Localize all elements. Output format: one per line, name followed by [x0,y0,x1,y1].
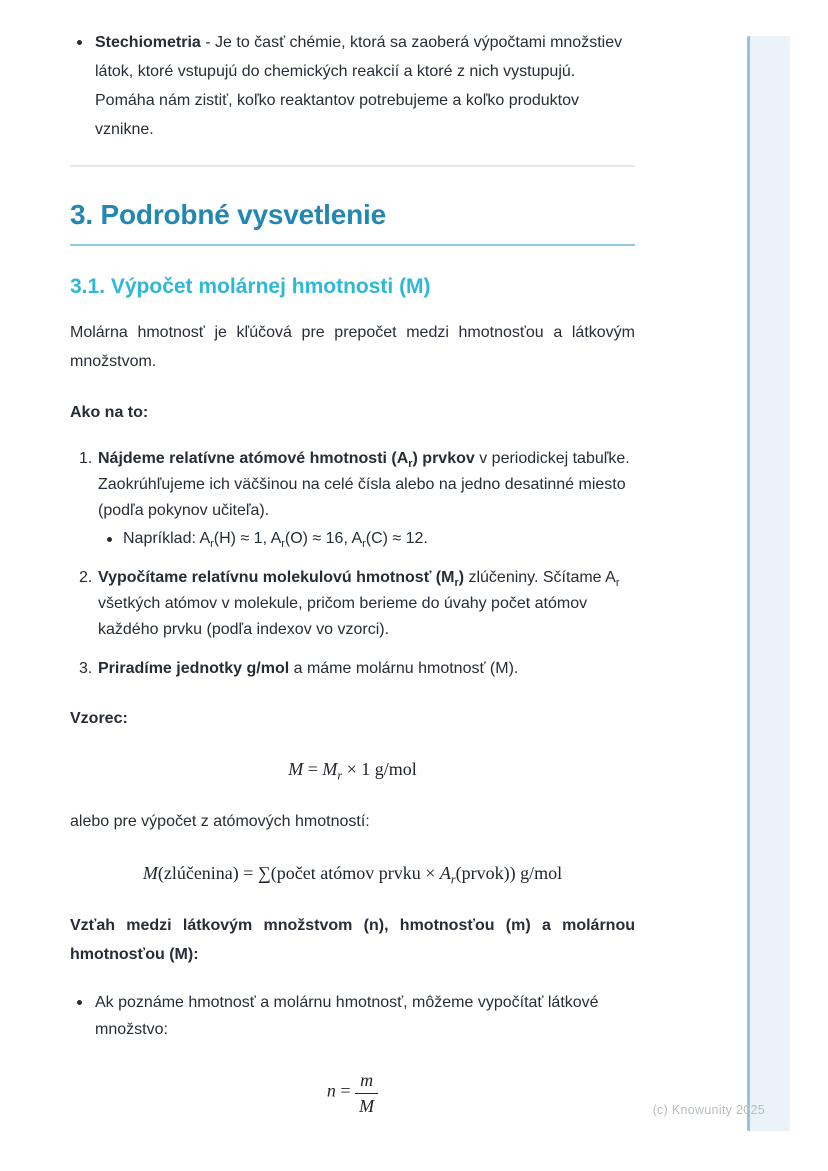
step-text: Priradíme jednotky g/mol a máme molárnu hmotnosť (M). [98,660,519,677]
bullet-dot-icon [77,40,82,45]
step-number: 1. [79,450,93,467]
list-item [70,28,635,144]
formula-label: Vzorec: [70,710,128,727]
fraction [355,1070,378,1117]
relation-bullet-list [70,989,635,1043]
fraction-numerator: m [355,1070,378,1094]
formula-sum: M(zlúčenina) = ∑(počet atómov prvku × $A_r(prvok)$) g/mol [142,863,563,887]
lead-paragraph: Molárna hmotnosť je kľúčová pre prepočet medzi hmotnosťou a látkovým množstvom. [70,324,635,370]
relation-bullet-text: Ak poznáme hmotnosť a molárnu hmotnosť, môžeme vypočítať látkové množstvo: [95,994,599,1038]
how-to-label: Ako na to: [70,404,149,421]
document-page [70,28,635,1144]
step-text: Nájdeme relatívne atómové hmotnosti $(A_r)$ prvkov v periodickej tabuľke. Zaokrúhľujeme ich väčšinou na celé čísla alebo na jedno desatinné miesto (podľa pokynov učiteľa). [98,450,630,519]
step-item-1 [70,446,635,552]
step-number: 3. [79,660,93,677]
example-item [98,526,635,552]
section-subheading: 3.1. Výpočet molárnej hmotnosti (M) [70,275,431,298]
formula-equals: = [335,1080,356,1101]
list-item [70,989,635,1043]
relation-heading: Vzťah medzi látkovým množstvom (n), hmotnosťou (m) a molárnou hmotnosťou (M): [70,917,635,963]
bullet-dot-icon [107,537,112,542]
steps-list [70,446,635,682]
formula-n-equals-m-over-M [70,1070,635,1117]
example-text: Napríklad: $A_r(H) \approx 1$, $A_r(O) \approx 16$, $A_r(C) \approx 12$. [123,530,428,551]
step-item-3 [70,656,635,682]
step-number: 2. [79,569,93,586]
copyright-footer: (c) Knowunity 2025 [652,1103,765,1117]
section-heading: 3. Podrobné vysvetlenie [70,199,635,246]
step-item-2 [70,565,635,643]
section-divider [70,165,635,167]
formula-lhs: n [326,1080,336,1101]
intro-bullet-text: Stechiometria - Je to časť chémie, ktorá sa zaoberá výpočtami množstiev látok, ktoré vstupujú do chemických reakcií a ktoré z nich vystupujú. Pomáha nám zistiť, koľko reaktantov potrebujeme a koľko produktov vznikne. [95,34,623,138]
intro-bullet-list [70,28,635,144]
fraction-denominator: M [359,1096,375,1116]
formula-molar-mass: $M = M_r \times 1$ g/mol [288,759,417,783]
alebo-paragraph: alebo pre výpočet z atómových hmotností: [70,813,370,830]
bullet-dot-icon [77,1000,82,1005]
right-page-edge-bar [747,36,790,1131]
step-text: Vypočítame relatívnu molekulovú hmotnosť $(M_r)$ zlúčeniny. Sčítame $A_r$ všetkých atómov v molekule, pričom berieme do úvahy počet atómov každého prvku (podľa indexov vo vzorci). [98,569,620,638]
